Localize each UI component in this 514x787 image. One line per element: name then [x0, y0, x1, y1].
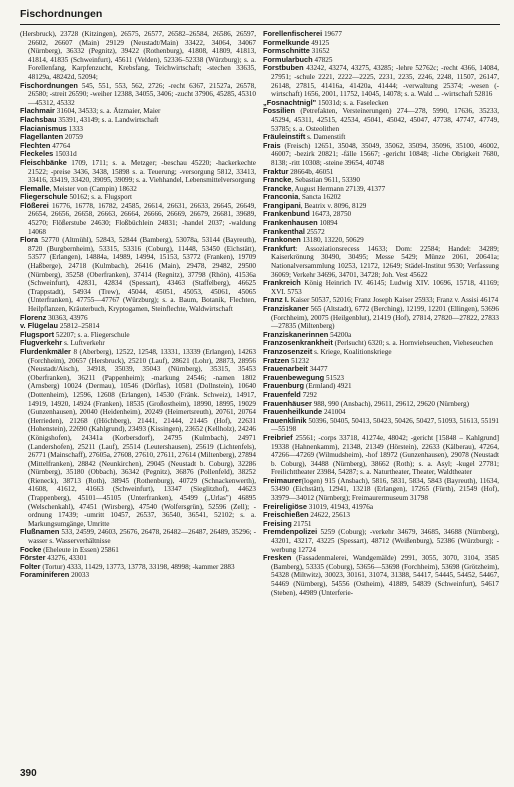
- index-entry-heading: Frais: [263, 140, 281, 150]
- index-entry-heading: Fleckeles: [20, 149, 54, 159]
- index-entry: [263, 168, 499, 177]
- index-entry-heading: „Fosnachtnigl": [263, 97, 317, 107]
- index-entry: [263, 236, 499, 245]
- index-entry-heading: Flora: [20, 235, 39, 245]
- index-entry-heading: Frankenbund: [263, 209, 310, 219]
- index-column-left: [20, 30, 256, 760]
- index-entry-heading: Folter: [20, 561, 41, 571]
- index-entry-references: 28664b, 46051: [288, 167, 334, 176]
- index-entry-heading: Flugverkehr: [20, 338, 63, 348]
- index-column-right: [263, 30, 499, 760]
- index-entry: [20, 133, 256, 142]
- index-entry-references: (Hersbruck), 23728 (Kitzingen), 26575, 26577, 26582–26584, 26586, 26597, 26602, 26607 (Main) 29129 (Neustadt/Main) 33422, 34064, 34067 (Nürnberg), 36332 (Pegnitz), 39422 (Rothenburg), 41808, 41809, 41813, 41814, 41835 (Schweinfurt), 45611 (Velden), 52336–52338 (Würzburg); s. a. Forellenfang, Karpfenzucht, Krebsfang, Teichwirtschaft; -stechen 33635, 48129a, 48242d, 52094;: [20, 30, 256, 81]
- index-entry-references: 47825: [312, 55, 333, 64]
- index-entry-heading: Foraminiferen: [20, 570, 70, 580]
- index-entry-heading: Francke: [263, 175, 292, 185]
- index-entry-references: 51232: [289, 356, 310, 365]
- index-entry: [263, 348, 499, 357]
- index-entry-references: 49125: [309, 38, 330, 47]
- index-entry-heading: Förster: [20, 553, 46, 563]
- index-entry-references: 52207; s. a. Fliegerschule: [54, 330, 130, 339]
- index-entry-heading: Flugsport: [20, 329, 55, 339]
- index-entry-references: 15031d: [53, 150, 77, 159]
- index-entry-references: 20033: [69, 571, 90, 580]
- index-entry: [263, 64, 499, 98]
- index-entry-references: 24622, 25613: [308, 511, 350, 520]
- index-entry-heading: Frauenarbeit: [263, 364, 308, 374]
- index-entry-references: Kaiser 50537, 52016; Franz Joseph Kaiser 25933; Franz v. Assisi 46174: [288, 296, 499, 305]
- index-entry-references: 241004: [322, 408, 346, 417]
- page-number: 390: [20, 768, 37, 779]
- index-entry-heading: Franconia: [263, 192, 299, 202]
- index-entry-references: 31019, 41943, 41976a: [306, 502, 374, 511]
- index-entry-heading: v. Flügelau: [20, 321, 59, 331]
- index-entry: [20, 528, 256, 545]
- index-entry-heading: Frankfurt: [263, 243, 296, 253]
- index-entry: [20, 159, 256, 185]
- index-entry: [20, 546, 256, 555]
- index-entry: [263, 279, 499, 296]
- index-entry-heading: Flechten: [20, 140, 51, 150]
- index-entry-heading: Flachsbau: [20, 114, 57, 124]
- index-entry-references: (Petrefakten, Versteinerungen) 274—278, 5990, 17636, 35233, 45294, 45311, 42515, 42534, 45041, 45042, 45047, 47738, 47747, 47749, 53785; s. a. Osteolithen: [271, 107, 499, 133]
- index-entry-references: , Sebastian 9611, 53390: [291, 176, 360, 185]
- index-entry-heading: Fräuleinstift: [263, 132, 306, 142]
- index-entry-references: 47764: [50, 141, 71, 150]
- index-entry-heading: Franz I.: [263, 295, 289, 305]
- index-entry-heading: Flurdenkmäler: [20, 346, 71, 356]
- index-entry-heading: Fossilien: [263, 106, 296, 116]
- index-entry-heading: Frangipani: [263, 200, 301, 210]
- index-entry-references: 50162; s. a. Flugsport: [67, 193, 132, 202]
- index-entry-heading: Fratzen: [263, 355, 290, 365]
- index-entry-references: 21751: [291, 519, 312, 528]
- index-entry-references: , Sancta 16202: [298, 193, 341, 202]
- index-entry-references: 34477: [307, 365, 328, 374]
- index-entry-references: (Eheleute in Essen) 25861: [41, 545, 119, 554]
- index-entry-references: s. Damenstift: [305, 133, 346, 142]
- index-entry-heading: Franzosenkrankheit: [263, 338, 333, 348]
- index-entry-references: s. Luftverkehr: [62, 339, 105, 348]
- index-entry-heading: Frauenburg: [263, 381, 305, 391]
- index-entry-heading: Frauenheilkunde: [263, 407, 323, 417]
- index-entry-heading: Fremdenpolizei: [263, 527, 318, 537]
- index-entry-heading: Frankenhausen: [263, 218, 318, 228]
- index-entry: [263, 511, 499, 520]
- index-entry-references: 19677: [322, 30, 342, 38]
- index-entry-heading: Frauenfeld: [263, 389, 301, 399]
- index-entry-references: 35391, 43149; s. a. Landwirtschaft: [56, 115, 159, 124]
- index-entry-references: 16473, 28750: [309, 210, 352, 219]
- index-entry-references: 16776, 16778, 16782, 24585, 26614, 26631, 26633, 26645, 26649, 26654, 26656, 26658, 26663, 26664, 26666, 26669, 26679, 26681, 39689, 45270; Flößerstube 24630; Floßbüchlein 24831; -handel 2037; -waldung 14068: [28, 201, 256, 236]
- index-entry: [263, 417, 499, 434]
- index-entry-heading: Frauenklinik: [263, 415, 307, 425]
- index-entry-references: 31652: [309, 47, 330, 56]
- index-entry: [20, 30, 256, 82]
- index-entry-heading: Franziskaner: [263, 304, 309, 313]
- index-entry-references: 7292: [300, 390, 317, 399]
- index-entry: [263, 305, 499, 331]
- index-entry: [20, 193, 256, 202]
- index-entry-heading: Formschnitte: [263, 46, 310, 56]
- index-entry-references: s. Kriege, Koalitionskriege: [312, 347, 392, 356]
- index-entry-heading: Formularbuch: [263, 54, 313, 64]
- index-entry-references: 1709, 1711; s. a. Metzger; -beschau 45220; -hackerkechte 21522; -preise 3436, 3438, 15898 s. a. Teuerung; -versorgung 5812, 33413, 33416, 33419, 33420, 39095, 39099; s. a. Viehhandel, Lebensmittelversorgung: [28, 158, 256, 185]
- index-entry: [20, 236, 256, 313]
- index-entry: [263, 107, 499, 133]
- index-entry-heading: Flachmair: [20, 106, 55, 116]
- index-entry-references: 50396, 50405, 50413, 50423, 50426, 50427, 51093, 51613, 55191—55198: [271, 416, 499, 434]
- index-entry-references: 8 (Aberberg), 12522, 12548, 13331, 13339 (Erlangen), 14263 (Forchheim), 20657 (Hersbruck), 25210 (Lauf), 28621 (Lohr), 28873, 28956 (Neustadt/Aisch), 34918, 35039, 35043 (Nürnberg), 35315, 35453 (Oberfranken), 36211 (Pappenheim); -markung 24546; -namen 1802 (Arnsberg) 10024 (Dermau), 10546 (Dörflas), 10581 (Dollnstein), 10640 (Dottenheim), 12596, 12608 (Erlangen), 14530 (Fränk. Schweiz), 14917, 14919, 14920, 14924 (Franken), 18535 (Großostheim), 18990, 18995, 19029 (Gunzenhausen), 20040 (Heidenheim), 20249 (Heimertsreuth), 20761, 20764 (Herrieden), 21268 ((Höchberg), 21441, 21444, 21445 (Hof), 22631 (Hohenstein), 22690 (Kahlgrund), 23493 (Kissingen), 23652 (Kellholz), 24246 (Königshofen), 24341a (Korbersdorf), 24795 (Kulmbach), 24971 (Landershofen), 25211 (Lauf), 25514 (Leutershausen), 25619 (Lichtenfels), 26771 (Mainschaff), 27605a, 27608, 27610, 27611, 27614 (Miltenberg), 27894 (Mittelfranken), 28842 (Neunkirchen), 29045 (Neustadt b. Coburg), 32286 (Nürnberg), 35180 (Obbach), 36342 (Pegnitz), 36876 (Pollenfeld), 38252 (Rieneck), 38713 (Roth), 38945 (Rothenburg), 40729 (Schnackenwerth), 41608, 41612, 41663 (Schweinfurt), 13347 (Sieglitzhof), 44623 (Trappenberg), 45101—45105 (Unterfranken), 45499 („Urlas") 46895 (Welschenkahl), 47451 (Wirsberg), 47540 (Wolfersgrün), 52596 (Zell); -ordnung 17439; -umritt 10457, 26537, 36540, 36541, 52102; s. a. Markungsumgänge, Umritte: [28, 347, 256, 528]
- index-entry-heading: Flößerei: [20, 200, 49, 210]
- index-entry-references: 43242, 43274, 43275, 43285; -lehre 52762c; -recht 4366, 14084, 27951; -schule 2221, 2222—2225, 2231, 2235, 2246, 2248, 11507, 26147, 26148, 27815, 41416a, 41420a, 41444; -verwaltung 25374; -wesen (-wirtschaft) 1656, 2001, 11752, 14045, 14078; s. a. Wald ... -wirtschaft 52816: [271, 64, 499, 99]
- index-entry-references: 52770 (Altmühl), 52843, 52844 (Bamberg), 53078a, 53144 (Bayreuth), 8720 (Burgbernheim), 53315, 53316 (Coburg), 11448, 53450 (Eichstätt), 53577 (Erlangen), 14884a, 14989, 14994, 15153, 53772 (Franken), 19709 (Haßberge), 24718 (Kulmbach), 26416 (Main), 29478, 29482, 29500 (Nürnberg), 35258 (Oberfranken), 37414 (Regnitz), 37798 (Rhön), 41536a (Schweinfurt), 42831, 42834 (Spessart), 43463 (Staffelberg), 46625 (Trappstadt), 54934 (Trew), 45044, 45051, 45053, 45061, 45065 (Unterfranken), 47755—47767 (Würzburg); s. a. Baum, Botanik, Flechten, Heilpflanzen, Kräuterbuch, Kryptogamen, Steinflechte, Waldwirtschaft: [28, 236, 256, 313]
- index-entry-references: (Ermland) 4921: [304, 382, 352, 391]
- index-entry-references: , Beatrix v. 8096, 8129: [300, 201, 367, 210]
- index-entry-heading: Florenz: [20, 312, 47, 322]
- index-entry-references: (Perlsucht) 6320; s. a. Hornviehseuchen, Vieheseuchen: [332, 339, 493, 348]
- index-entry-heading: Flagellanten: [20, 132, 64, 142]
- index-entry: [20, 348, 256, 528]
- index-entry-references: 15031d; s. a. Faselecken: [316, 98, 389, 107]
- index-entry-references: 20759: [63, 133, 83, 142]
- index-entry-heading: Forellenfischerei: [263, 30, 323, 38]
- index-entry-heading: Frankonen: [263, 235, 301, 245]
- index-entry-references: 1333: [66, 124, 83, 133]
- index-entry-heading: Frankreich: [263, 278, 301, 288]
- index-entry-references: 25572: [304, 227, 325, 236]
- running-head: Fischordnungen: [20, 8, 103, 20]
- index-entry-heading: Fleischbänke: [20, 157, 67, 167]
- index-entry: [263, 142, 499, 168]
- index-entry-heading: Freireligiöse: [263, 501, 307, 511]
- index-entry-references: , August Hermann 27139, 41377: [291, 184, 386, 193]
- index-entry-heading: Franzosenzeit: [263, 346, 313, 356]
- index-entry-heading: Flemalle: [20, 183, 50, 193]
- index-entry-heading: Freibrief: [263, 432, 293, 442]
- index-entry-references: 25561; -corps 33718, 41274e, 48042; -gericht [15848 – Kahlgrund] 19338 (Hahnenkamm), 21348, 21349 (Hörstein), 22633 (Kälberau), 47264, 47266—47269 (Wilmudsheim), -hof 18972 (Gunzenhausen), 29078 (Neustadt b. Coburg), 34488 (Nürnberg), 38662 (Roth); s. a. Asyl; -kugel 27781; Freilichttheater 23984, 54287; s. a. Naturtheater, Theater, Waldtheater: [271, 433, 499, 477]
- index-entry-references: 43276, 43301: [45, 554, 87, 563]
- index-entry-references: 5259 (Coburg); -verkehr 34679, 34685, 34688 (Nürnberg), 43201, 43217, 43225 (Spessart), 48712 (Weißenburg), 52386 (Würzburg); -werbung 12724: [271, 528, 499, 554]
- index-entry-heading: Fresken: [263, 553, 292, 563]
- index-entry: [20, 202, 256, 236]
- index-entry: [20, 554, 256, 563]
- index-entry: [263, 477, 499, 503]
- index-entry-references: (logen) 915 (Ansbach), 5816, 5831, 5834, 5843 (Bayreuth), 11634, 53490 (Eichstätt), 12941, 13218 (Erlangen), 17265 (Fürth), 21549 (Hof), 33979—34012 (Nürnberg); Freimaurermuseum 31798: [271, 476, 499, 503]
- index-entry-references: 545, 551, 553, 562, 2726; -recht 6367, 21527a, 26578, 26580; -streit 26590; -weiher 12388, 34055, 3406; -zucht 37906, 45285, 45310—45312, 45332: [28, 81, 256, 107]
- index-entry: [263, 176, 499, 185]
- index-entry-references: 565 (Altstadt), 6772 (Berching), 12199, 12201 (Ellingen), 53696 (Forchheim), 20075 (Heilgenblut), 21419 (Hof), 27814, 27820—27822, 27833—27835 (Miltenberg): [271, 305, 499, 331]
- index-entry-heading: Freimaurer: [263, 475, 302, 485]
- index-entry: [263, 434, 499, 477]
- index-entry-references: (Fassadenmalerei, Wandgemälde) 2991, 3055, 3070, 3104, 3585 (Bamberg), 53335 (Coburg), 53656—53698 (Forchheim), 53698 (Grötzheim), 54328 (Miltwitz), 30023, 30161, 31074, 31388, 54417, 54445, 54452, 54467, 54469 (Nürnberg), 54556 (Ostheim), 41889, 54839 (Schweinfurt), 54617 (Steben), 44989 (Unterferie-: [271, 554, 499, 597]
- index-entry: [263, 554, 499, 597]
- index-entry-heading: Franziskanerinnen: [263, 329, 329, 339]
- index-entry-heading: Fischordnungen: [20, 80, 78, 90]
- index-entry-heading: Francke: [263, 183, 292, 193]
- index-entry-heading: Formelkunde: [263, 37, 310, 47]
- index-entry-heading: Fliegerschule: [20, 192, 68, 202]
- index-entry-references: 25812–25814: [58, 322, 100, 331]
- index-entry-references: (Freisch) 12651, 35048, 35049, 35062, 35094, 35096, 35100, 46002, 46007; -bezirk 20821; -fälle 15667; -gericht 10848; -liche Obrigkeit 7680, 8138; -ritt 10308; -steine 39654, 40748: [271, 141, 499, 167]
- index-entry-references: 988, 990 (Ansbach), 29611, 29612, 29620 (Nürnberg): [311, 399, 469, 408]
- index-entry-heading: Forstbuben: [263, 63, 304, 73]
- index-entry: [20, 82, 256, 108]
- index-entry-references: , Meister von (Campin) 18632: [49, 184, 137, 193]
- index-entry-references: : Assoziationsrecess 14633; Dom: 22584; Handel: 34289; Kaiserkrönung 30490, 30495; Messe 5429; Münze 2061, 20641a; Nationalversammlung 10253, 12172, 12649; Städel-Institut 9530; Verfassung 36069; Verkehr 34696, 34701, 34728; Joh. Vest 45622: [271, 244, 499, 279]
- index-entry-heading: Flußnamen: [20, 527, 60, 537]
- index-entry-heading: Frankenthal: [263, 226, 305, 236]
- index-entry-heading: Freischießen: [263, 510, 309, 520]
- index-entry-references: König Heinrich IV. 46145; Ludwig XIV. 10696, 15718, 41169; XVI. 5753: [271, 279, 499, 296]
- index-entry: [20, 571, 256, 580]
- index-entry: [263, 528, 499, 554]
- index-entry-heading: Frauenhäuser: [263, 398, 312, 408]
- index-entry: [263, 185, 499, 194]
- index-entry-references: 13180, 13220, 50629: [300, 236, 364, 245]
- index-entry: [20, 322, 256, 331]
- index-entry-heading: Focke: [20, 544, 42, 554]
- index-entry: [263, 245, 499, 279]
- index-entry-references: 30363, 43976: [46, 313, 88, 322]
- index-entry-references: 533, 24599, 24603, 25676, 26478, 26482—26487, 26489, 35296; -wasser s. Wasserverhältnisse: [28, 528, 256, 546]
- index-entry: [263, 133, 499, 142]
- header-rule: [20, 24, 500, 25]
- index-entry-references: 54200a: [328, 330, 352, 339]
- index-entry-heading: Flacianismus: [20, 123, 67, 133]
- index-entry-references: (Tortur) 4333, 11429, 13773, 13778, 33198, 48998; -kammer 2883: [40, 562, 235, 571]
- index-entry-heading: Freising: [263, 518, 292, 528]
- index-entry-references: 31604, 34533; s. a. Ätzmaier, Maier: [54, 107, 161, 116]
- index-entry-heading: Fraktur: [263, 166, 289, 176]
- index-entry-references: 51523: [324, 373, 344, 382]
- index-entry-heading: Frauenbewegung: [263, 372, 325, 382]
- index-entry-references: 10894: [317, 219, 338, 228]
